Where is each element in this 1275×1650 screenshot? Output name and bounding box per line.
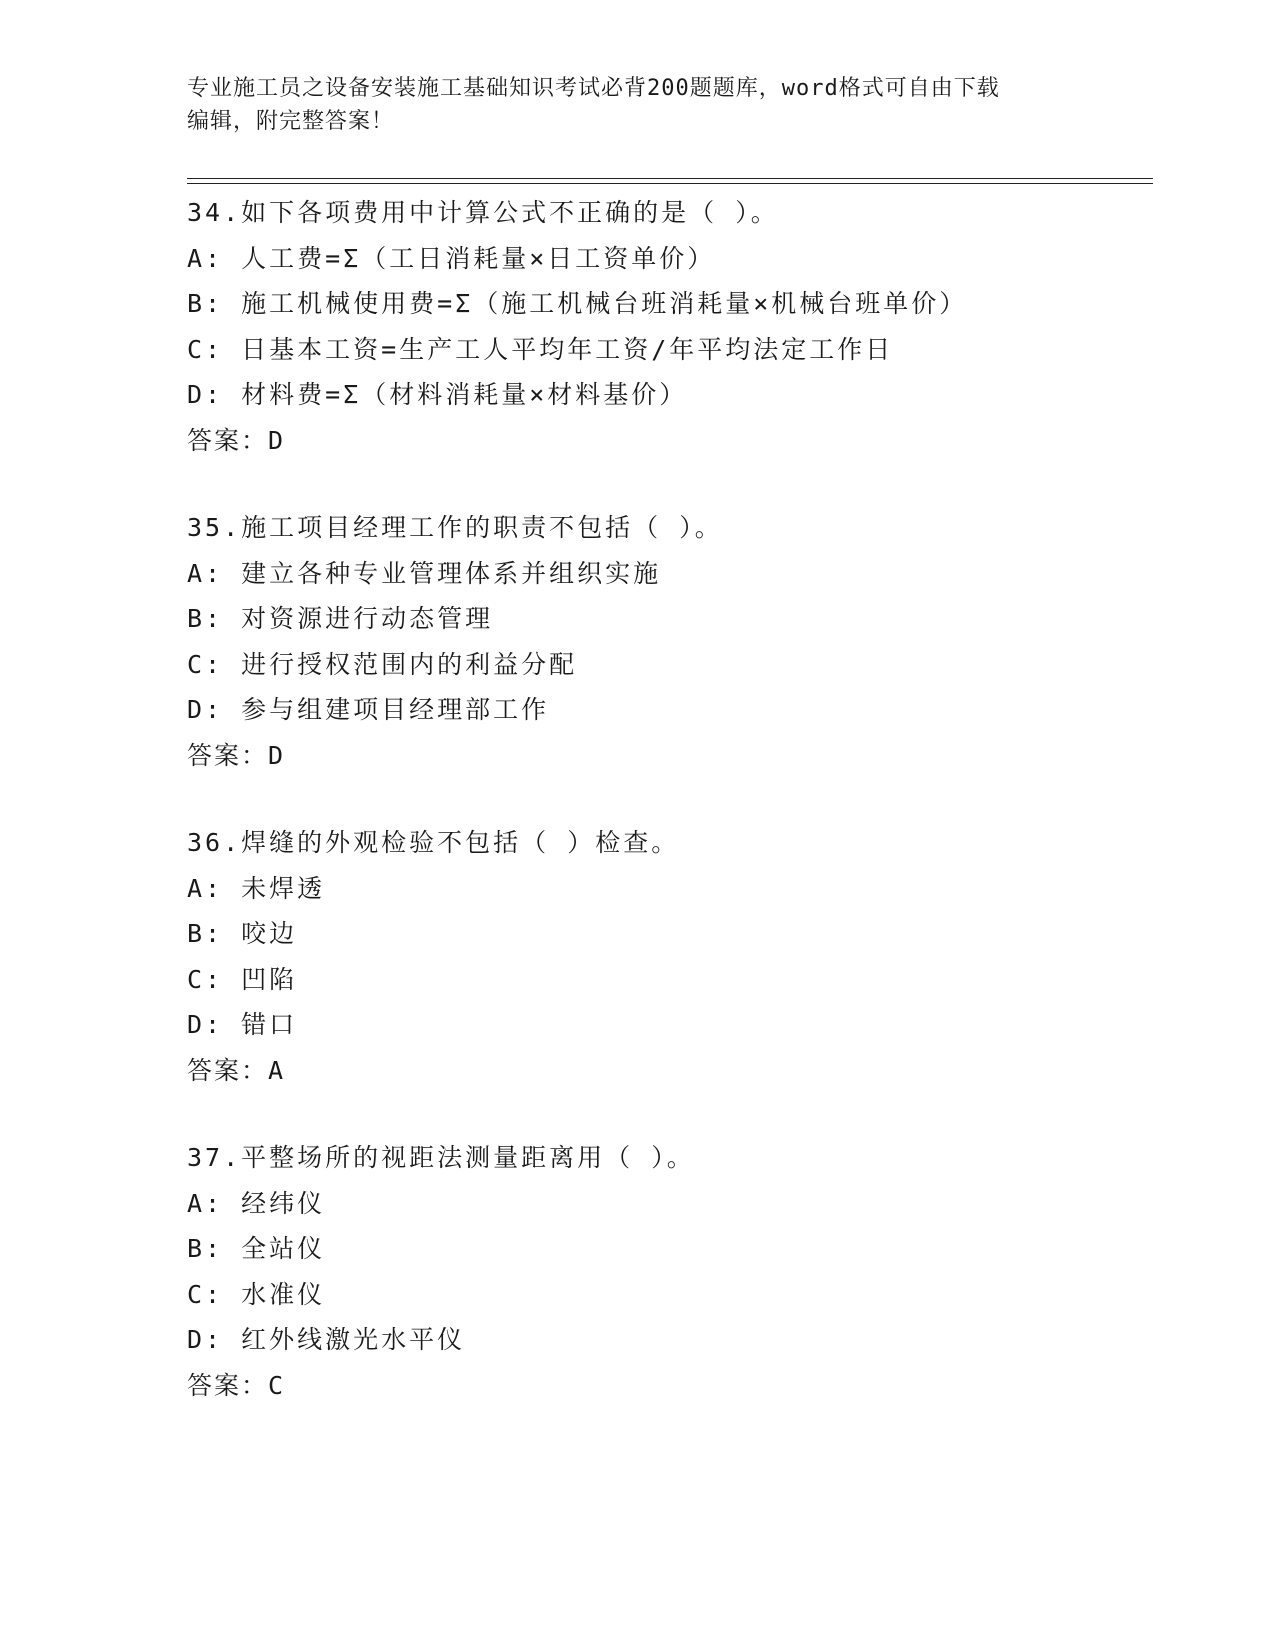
question-36 [187,820,1147,1093]
option-b: B: 全站仪 [187,1234,326,1263]
option-b: B: 咬边 [187,919,298,948]
header-divider-top [187,178,1153,179]
header-divider-bottom [187,183,1153,184]
answer-value: D [268,740,286,770]
answer-value: C [268,1370,286,1400]
answer [187,418,1147,464]
option-a: A: 建立各种专业管理体系并组织实施 [187,558,662,588]
option-c: C: 日基本工资=生产工人平均年工资/年平均法定工作日 [187,334,894,364]
question-34 [187,190,1147,463]
question-stem: 35.施工项目经理工作的职责不包括（ ）。 [187,513,723,542]
question-list [187,190,1147,1450]
option-a: A: 人工费=Σ（工日消耗量×日工资单价） [187,243,716,273]
option-b: B: 施工机械使用费=Σ（施工机械台班消耗量×机械台班单价） [187,289,968,318]
answer-value: D [268,425,286,455]
answer-label: 答案： [187,1055,269,1085]
answer-label: 答案： [187,425,269,455]
option-d: D: 参与组建项目经理部工作 [187,695,550,724]
option-c: C: 水准仪 [187,1279,326,1309]
question-stem: 34.如下各项费用中计算公式不正确的是（ ）。 [187,198,779,227]
answer-value: A [268,1055,286,1085]
question-37 [187,1135,1147,1408]
header-line-2: 编辑，附完整答案！ [187,109,395,134]
option-d: D: 材料费=Σ（材料消耗量×材料基价） [187,380,688,409]
option-a: A: 经纬仪 [187,1188,326,1218]
answer [187,1048,1147,1094]
option-c: C: 进行授权范围内的利益分配 [187,649,578,679]
option-d: D: 红外线激光水平仪 [187,1325,466,1354]
option-b: B: 对资源进行动态管理 [187,604,494,633]
answer [187,733,1147,779]
document-header [187,72,1067,138]
answer [187,1363,1147,1409]
option-d: D: 错口 [187,1010,298,1039]
header-line-1: 专业施工员之设备安装施工基础知识考试必背200题题库，word格式可自由下载 [187,76,1000,101]
answer-label: 答案： [187,740,269,770]
option-c: C: 凹陷 [187,964,298,994]
question-stem: 36.焊缝的外观检验不包括（ ）检查。 [187,828,680,857]
option-a: A: 未焊透 [187,873,326,903]
question-stem: 37.平整场所的视距法测量距离用（ ）。 [187,1143,695,1172]
answer-label: 答案： [187,1370,269,1400]
question-35 [187,505,1147,778]
